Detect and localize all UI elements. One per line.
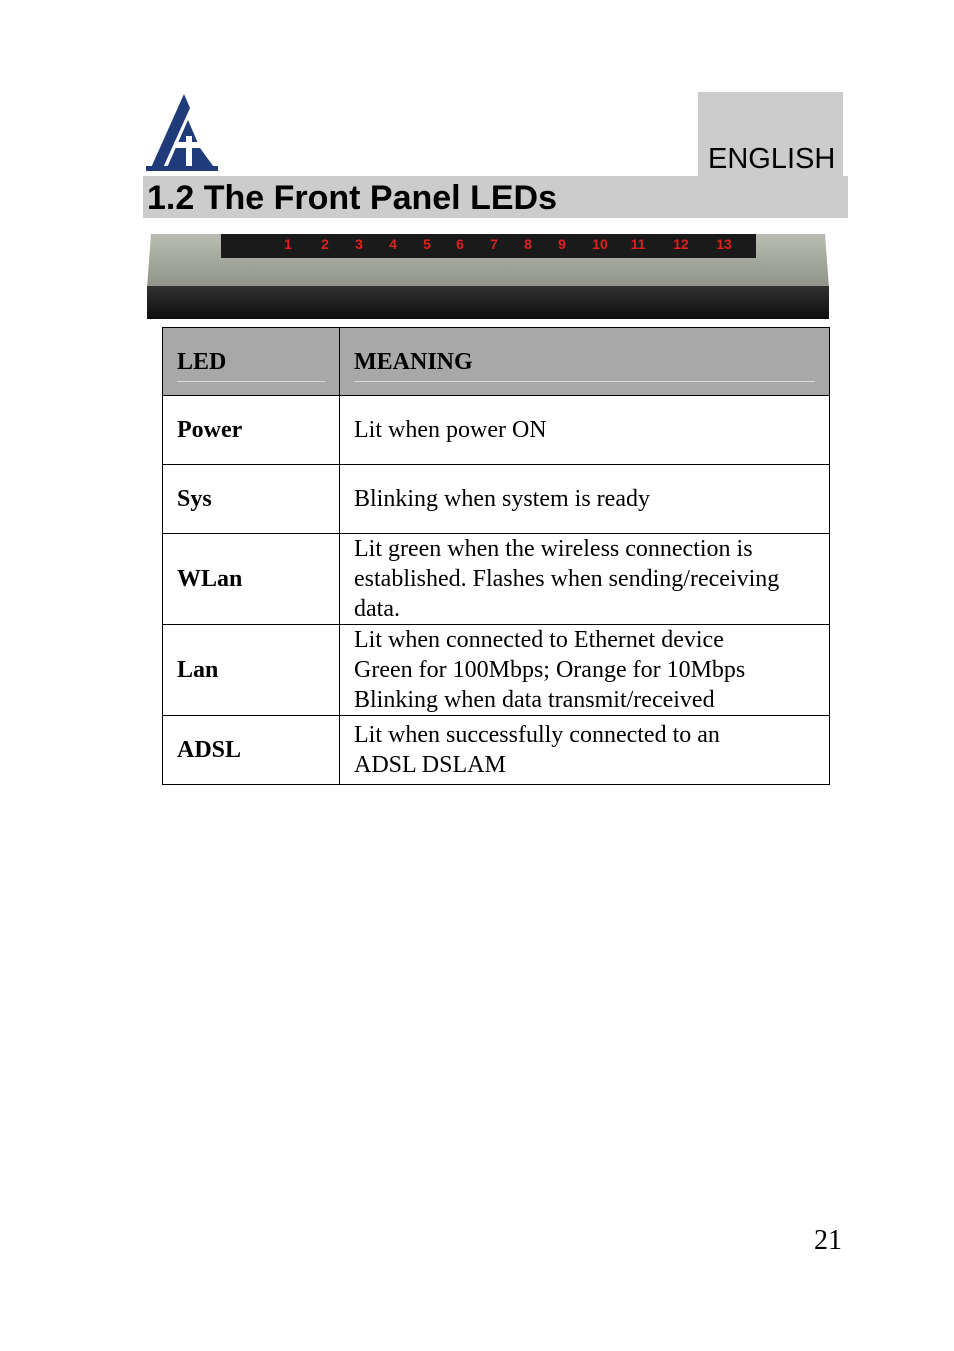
led-number-label: 9 xyxy=(558,236,566,252)
section-title: 1.2 The Front Panel LEDs xyxy=(147,179,557,217)
page-number: 21 xyxy=(814,1225,842,1256)
led-meaning: Lit when power ON xyxy=(340,396,830,465)
led-number-label: 11 xyxy=(630,236,646,252)
led-number-label: 8 xyxy=(524,236,532,252)
table-row xyxy=(163,716,830,785)
led-number-label: 10 xyxy=(592,236,608,252)
led-number-label: 4 xyxy=(389,236,397,252)
led-number-label: 3 xyxy=(355,236,363,252)
column-header-led: LED xyxy=(163,328,340,396)
led-name: ADSL xyxy=(163,716,340,785)
front-panel-image xyxy=(147,232,829,319)
atlantis-logo-icon xyxy=(146,92,222,172)
led-number-label: 7 xyxy=(490,236,498,252)
led-meaning: Lit green when the wireless connection is established. Flashes when sending/receiving data. xyxy=(340,534,830,625)
led-number-label: 2 xyxy=(321,236,329,252)
led-meaning: Lit when successfully connected to an ADSL DSLAM xyxy=(340,716,830,785)
led-meaning: Blinking when system is ready xyxy=(340,465,830,534)
led-name: Sys xyxy=(163,465,340,534)
led-meaning: Lit when connected to Ethernet device Green for 100Mbps; Orange for 10Mbps Blinking when data transmit/received xyxy=(340,625,830,716)
led-name: WLan xyxy=(163,534,340,625)
led-number-label: 6 xyxy=(456,236,464,252)
led-table xyxy=(162,327,830,785)
led-number-label: 1 xyxy=(284,236,292,252)
table-row xyxy=(163,534,830,625)
table-row xyxy=(163,396,830,465)
table-header-row xyxy=(163,328,830,396)
led-number-label: 5 xyxy=(423,236,431,252)
table-row xyxy=(163,465,830,534)
table-row xyxy=(163,625,830,716)
led-name: Lan xyxy=(163,625,340,716)
led-number-label: 12 xyxy=(673,236,689,252)
led-number-label: 13 xyxy=(716,236,732,252)
led-name: Power xyxy=(163,396,340,465)
column-header-meaning: MEANING xyxy=(340,328,830,396)
language-label: ENGLISH xyxy=(708,143,836,175)
